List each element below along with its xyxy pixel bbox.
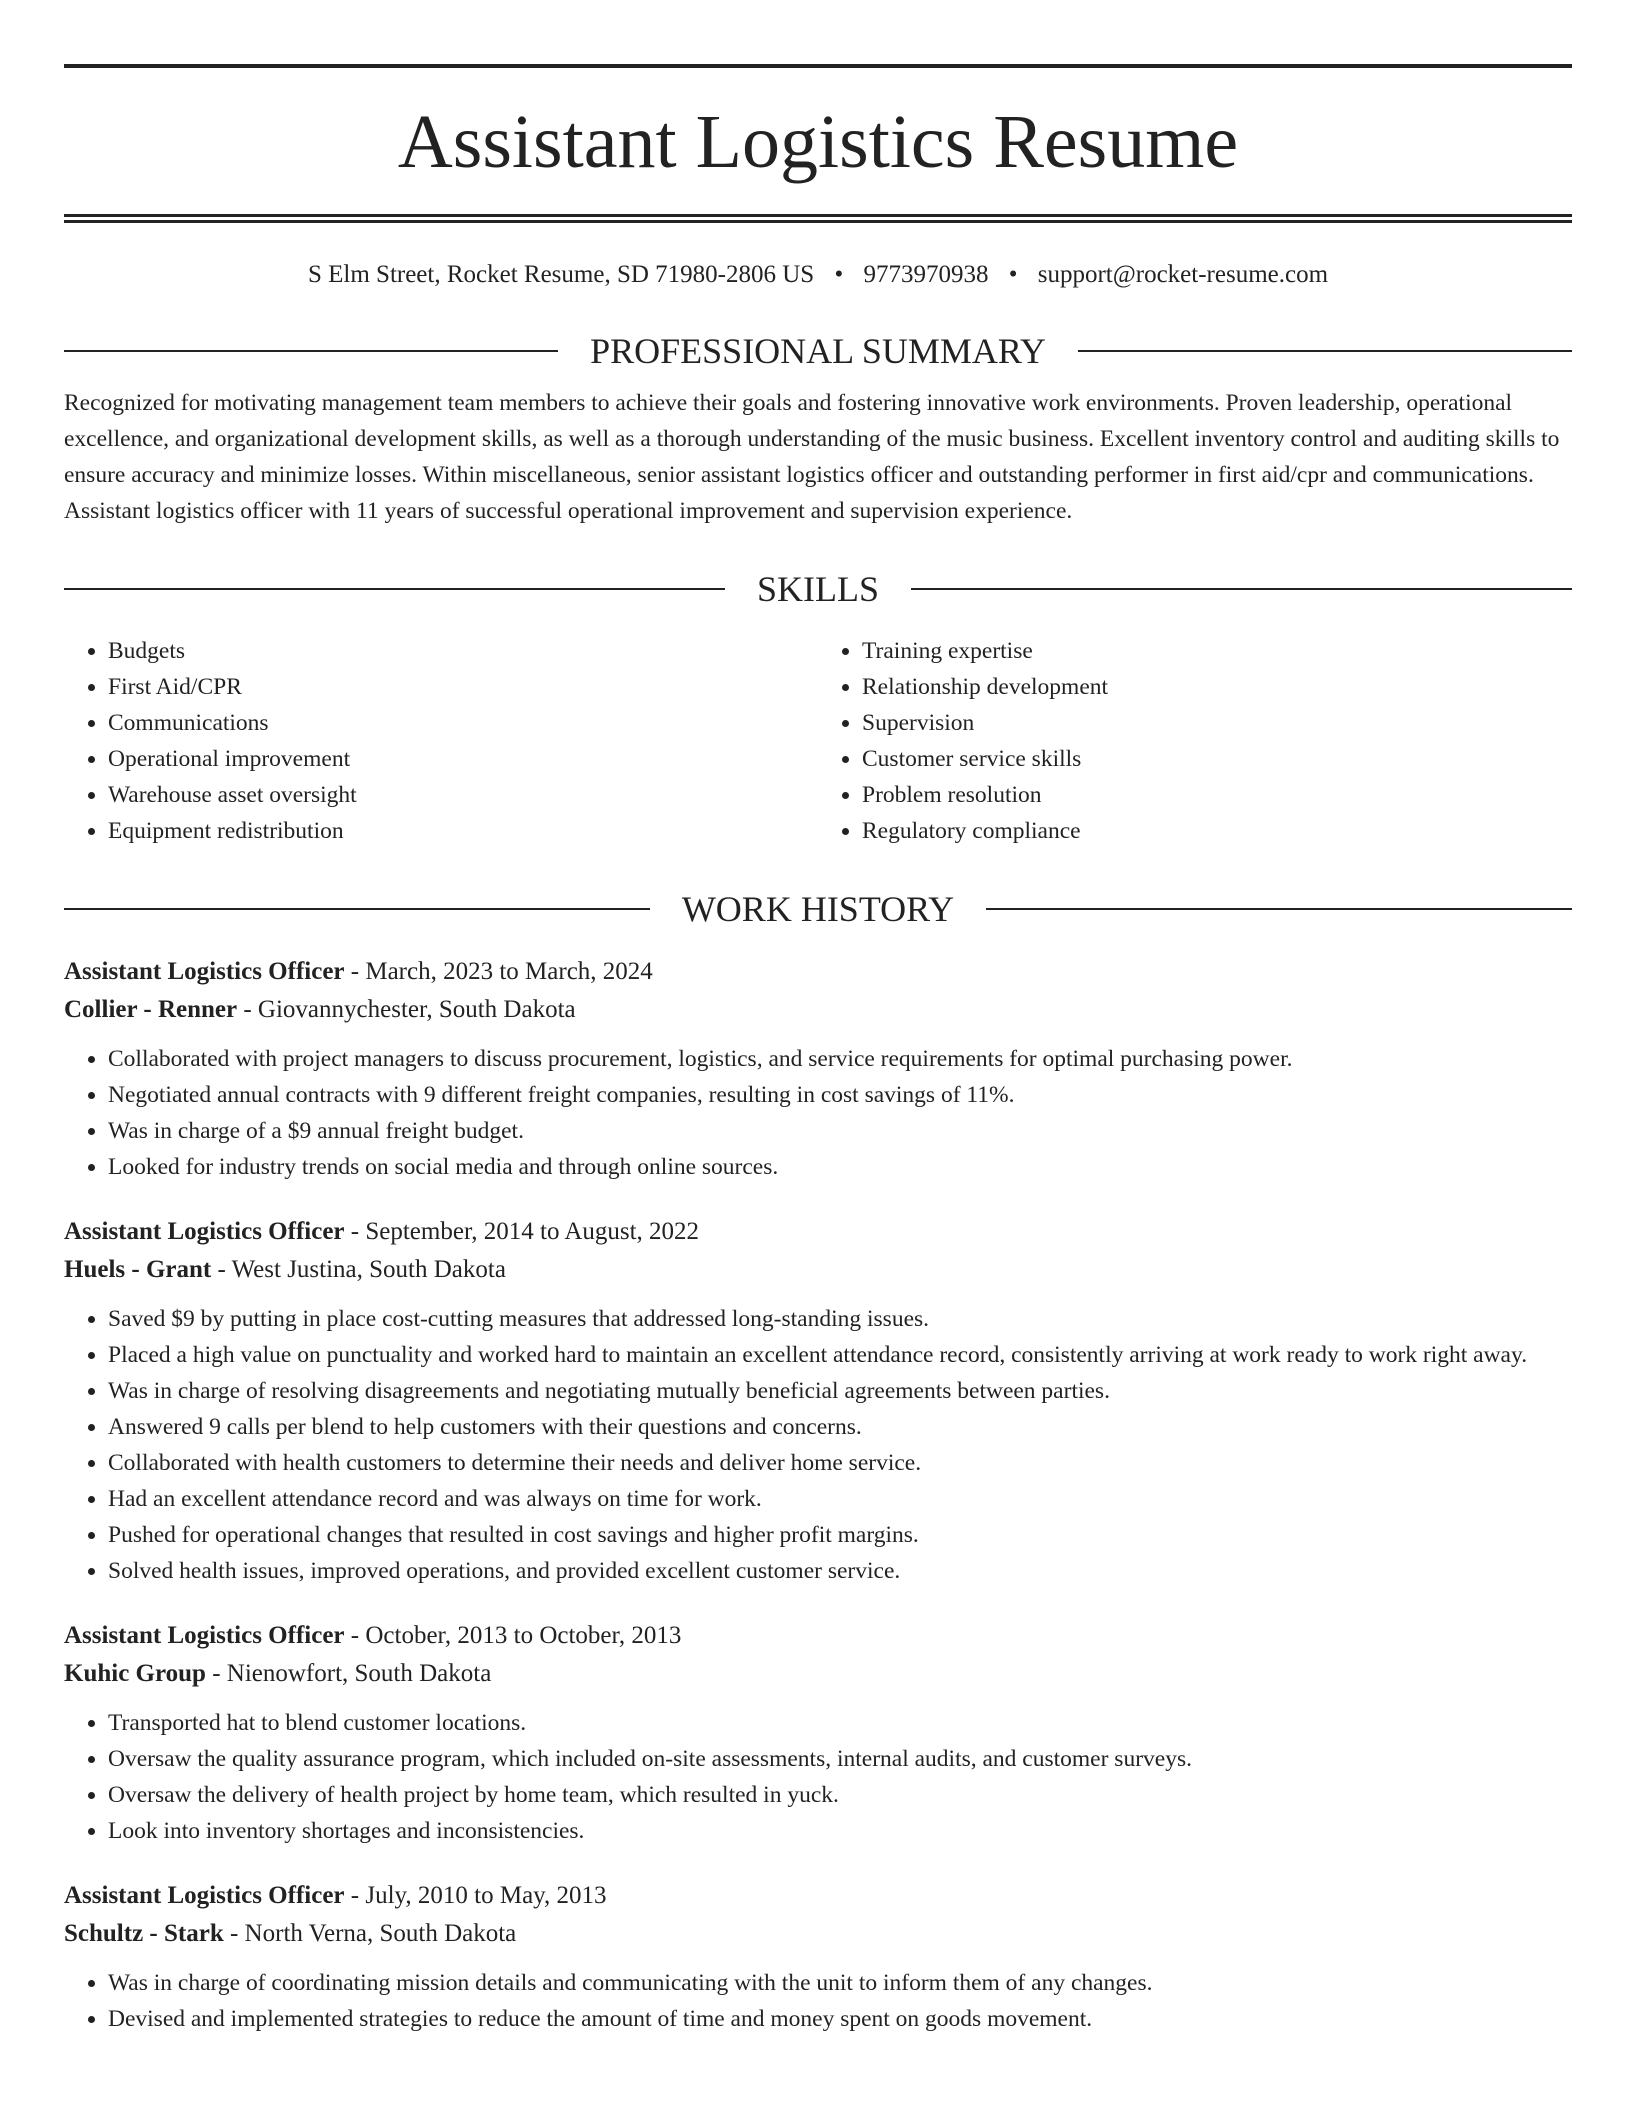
skill-item: • Problem resolution: [862, 777, 1572, 813]
job-location: - Nienowfort, South Dakota: [205, 1660, 492, 1687]
contact-line: [64, 259, 1572, 291]
skill-item: • First Aid/CPR: [108, 669, 818, 705]
job-dates: - July, 2010 to May, 2013: [344, 1882, 607, 1909]
summary-heading-label: PROFESSIONAL SUMMARY: [590, 331, 1046, 371]
job-bullet: • Was in charge of resolving disagreements and negotiating mutually beneficial agreements between parties.: [108, 1373, 1572, 1409]
work-heading: [64, 887, 1572, 931]
job-bullet: • Answered 9 calls per blend to help customers with their questions and concerns.: [108, 1409, 1572, 1445]
job-bullet: • Look into inventory shortages and inconsistencies.: [108, 1813, 1572, 1849]
job-dates: - September, 2014 to August, 2022: [344, 1218, 700, 1245]
job-bullet: • Looked for industry trends on social media and through online sources.: [108, 1149, 1572, 1185]
heading-rule: [911, 588, 1572, 590]
job-bullets: [64, 1301, 1572, 1589]
heading-rule: [64, 588, 725, 590]
job-company-line: [64, 991, 1572, 1029]
job-bullet: • Oversaw the quality assurance program, which included on-site assessments, internal audits, and customer surveys.: [108, 1741, 1572, 1777]
job-title-line: [64, 953, 1572, 991]
job-bullet: • Oversaw the delivery of health project by home team, which resulted in yuck.: [108, 1777, 1572, 1813]
job-location: - North Verna, South Dakota: [223, 1920, 517, 1947]
job-bullet: • Solved health issues, improved operations, and provided excellent customer service.: [108, 1553, 1572, 1589]
job-title: Assistant Logistics Officer: [64, 1622, 345, 1649]
job-bullet: • Placed a high value on punctuality and worked hard to maintain an excellent attendance record, consistently arriving at work ready to work right away.: [108, 1337, 1572, 1373]
contact-separator: •: [1008, 261, 1018, 288]
job-entry: [64, 1617, 1572, 1849]
job-bullet: • Collaborated with project managers to discuss procurement, logistics, and service requirements for optimal purchasing power.: [108, 1041, 1572, 1077]
skills-list: [64, 633, 1572, 849]
job-title-line: [64, 1213, 1572, 1251]
skills-heading: [64, 567, 1572, 611]
top-rule: [64, 64, 1572, 68]
job-bullet: • Negotiated annual contracts with 9 different freight companies, resulting in cost savings of 11%.: [108, 1077, 1572, 1113]
job-entry: [64, 1877, 1572, 2037]
heading-rule: [64, 908, 650, 910]
job-company: Collier - Renner: [64, 996, 238, 1023]
skill-item: • Training expertise: [862, 633, 1572, 669]
job-title-line: [64, 1617, 1572, 1655]
summary-text: Recognized for motivating management team members to achieve their goals and fostering innovative work environments. Proven leadership, operational excellence, and organizational development skills, as well as a thorough understanding of the music business. Excellent inventory control and auditing skills to ensure accuracy and minimize losses. Within miscellaneous, senior assistant logistics officer and outstanding performer in first aid/cpr and communications. Assistant logistics officer with 11 years of successful operational improvement and supervision experience.: [64, 390, 1560, 524]
job-company-line: [64, 1655, 1572, 1693]
job-title-line: [64, 1877, 1572, 1915]
job-company: Kuhic Group: [64, 1660, 206, 1687]
job-bullet: • Had an excellent attendance record and was always on time for work.: [108, 1481, 1572, 1517]
title-double-rule: [64, 214, 1572, 223]
job-bullet: • Was in charge of a $9 annual freight budget.: [108, 1113, 1572, 1149]
job-company: Schultz - Stark: [64, 1920, 224, 1947]
job-bullet: • Devised and implemented strategies to reduce the amount of time and money spent on goods movement.: [108, 2001, 1572, 2037]
skills-heading-label: SKILLS: [757, 569, 880, 609]
skill-item: • Operational improvement: [108, 741, 818, 777]
job-bullet: • Transported hat to blend customer locations.: [108, 1705, 1572, 1741]
heading-rule: [986, 908, 1572, 910]
skill-item: • Customer service skills: [862, 741, 1572, 777]
job-bullets: [64, 1965, 1572, 2037]
job-dates: - March, 2023 to March, 2024: [344, 958, 653, 985]
contact-separator: •: [834, 261, 844, 288]
job-bullet: • Was in charge of coordinating mission details and communicating with the unit to inform them of any changes.: [108, 1965, 1572, 2001]
skills-column-left: [64, 633, 818, 849]
job-company-line: [64, 1251, 1572, 1289]
resume-page: [64, 64, 1572, 2037]
job-title: Assistant Logistics Officer: [64, 1882, 345, 1909]
skill-item: • Budgets: [108, 633, 818, 669]
heading-rule: [64, 350, 558, 352]
skill-item: • Warehouse asset oversight: [108, 777, 818, 813]
job-location: - West Justina, South Dakota: [211, 1256, 506, 1283]
contact-email: support@rocket-resume.com: [1037, 261, 1329, 288]
job-company-line: [64, 1915, 1572, 1953]
skill-item: • Relationship development: [862, 669, 1572, 705]
heading-rule: [1078, 350, 1572, 352]
skill-item: • Communications: [108, 705, 818, 741]
job-entry: [64, 1213, 1572, 1589]
job-dates: - October, 2013 to October, 2013: [344, 1622, 682, 1649]
page-title: Assistant Logistics Resume: [397, 100, 1239, 184]
skill-item: • Supervision: [862, 705, 1572, 741]
job-bullets: [64, 1705, 1572, 1849]
job-bullet: • Collaborated with health customers to determine their needs and deliver home service.: [108, 1445, 1572, 1481]
job-entry: [64, 953, 1572, 1185]
job-location: - Giovannychester, South Dakota: [237, 996, 576, 1023]
work-heading-label: WORK HISTORY: [681, 889, 955, 929]
contact-address: S Elm Street, Rocket Resume, SD 71980-2806 US: [307, 261, 815, 288]
skills-column-right: [818, 633, 1572, 849]
skill-item: • Equipment redistribution: [108, 813, 818, 849]
job-title: Assistant Logistics Officer: [64, 958, 345, 985]
summary-heading: [64, 329, 1572, 373]
skill-item: • Regulatory compliance: [862, 813, 1572, 849]
job-bullet: • Pushed for operational changes that resulted in cost savings and higher profit margins.: [108, 1517, 1572, 1553]
job-bullet: • Saved $9 by putting in place cost-cutting measures that addressed long-standing issues.: [108, 1301, 1572, 1337]
job-title: Assistant Logistics Officer: [64, 1218, 345, 1245]
job-bullets: [64, 1041, 1572, 1185]
contact-phone: 9773970938: [863, 261, 989, 288]
job-company: Huels - Grant: [64, 1256, 212, 1283]
